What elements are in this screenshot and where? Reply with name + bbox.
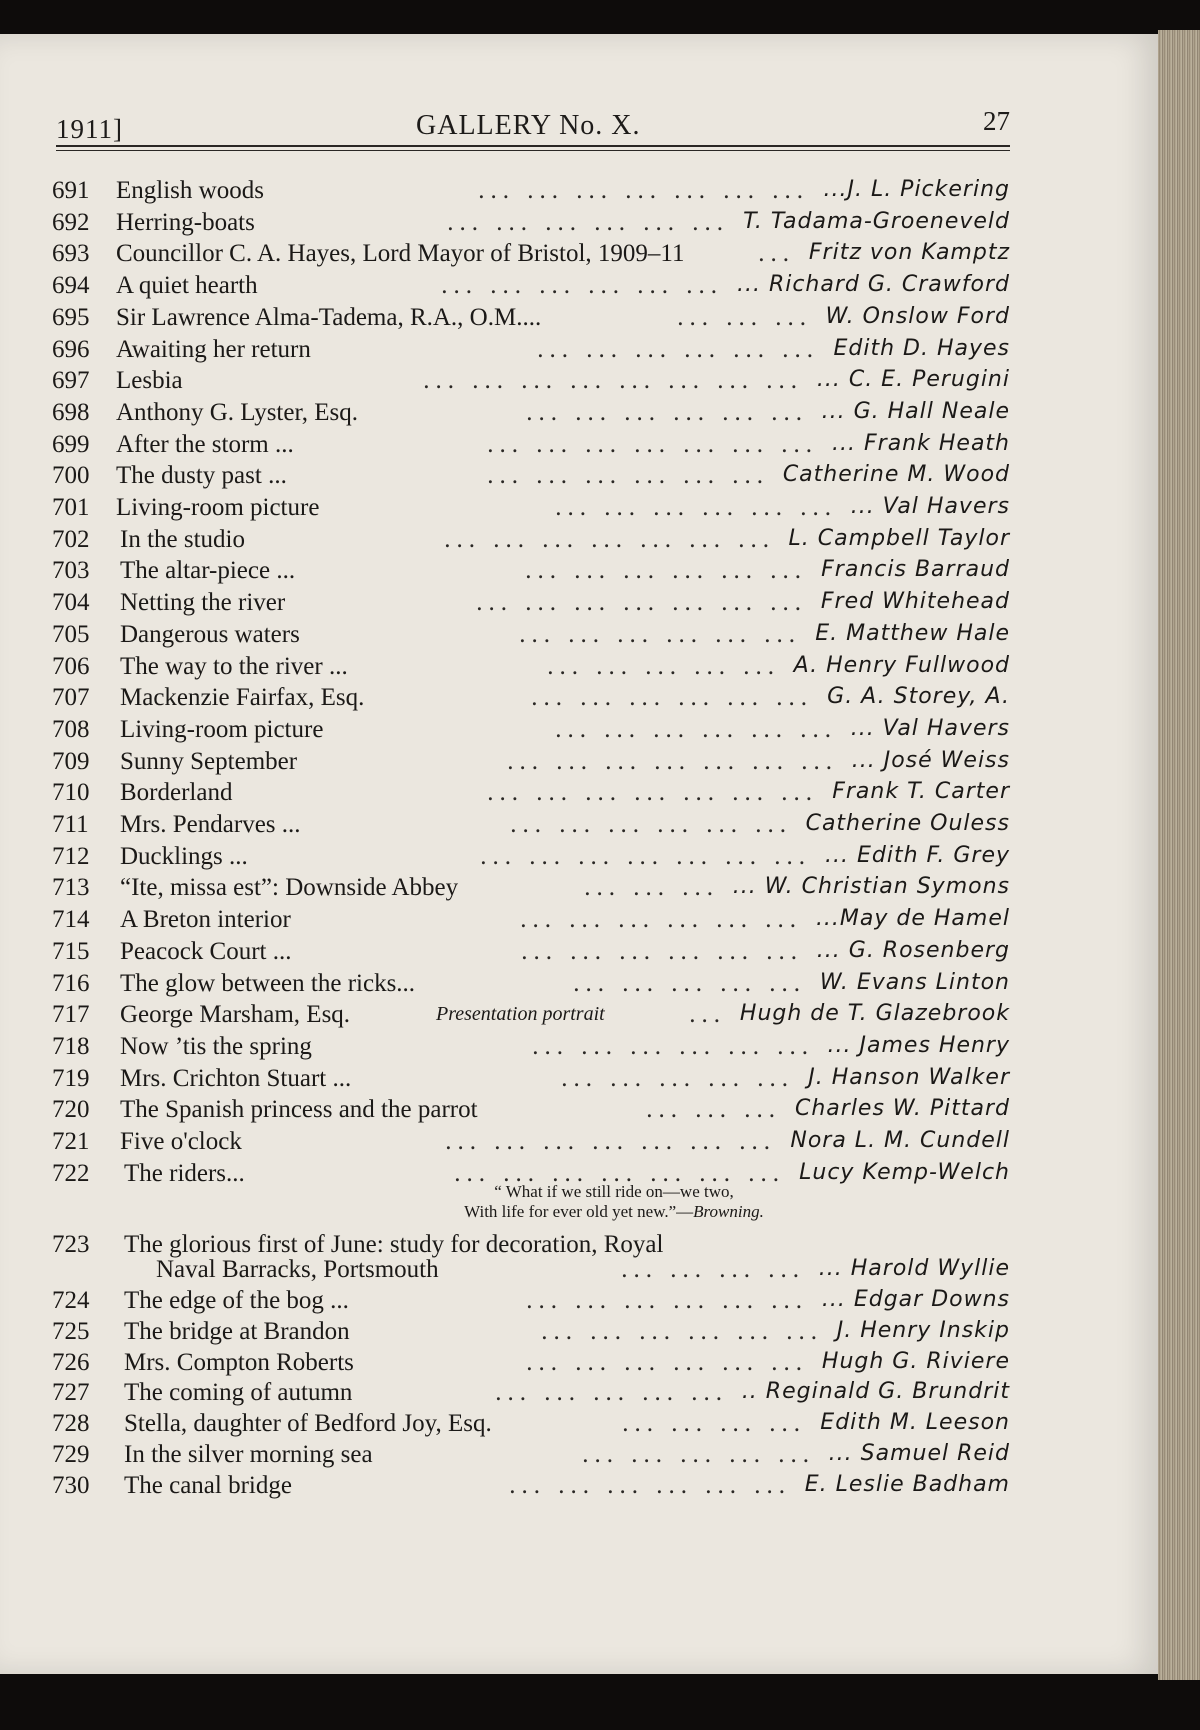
entry-number: 696 — [52, 335, 90, 363]
entry-artist: E. Leslie Badham — [804, 1471, 1010, 1497]
entry-title: Living-room picture — [116, 494, 320, 521]
leader-dots: ... ... ... ... — [621, 1256, 805, 1283]
catalogue-entry — [52, 1379, 1010, 1411]
quote-author: Browning. — [693, 1202, 764, 1221]
catalogue-entry — [52, 462, 1010, 494]
entry-artist: ... G. Rosenberg — [816, 937, 1010, 963]
catalogue-entry — [52, 684, 1010, 716]
entry-artist: E. Matthew Hale — [815, 620, 1010, 646]
entry-number: 702 — [52, 525, 90, 553]
catalogue-entry — [52, 874, 1010, 906]
leader-dots: ... ... ... ... ... — [561, 1064, 794, 1092]
catalogue-entry — [52, 906, 1010, 938]
leader-dots: ... ... ... ... ... ... ... — [478, 177, 809, 204]
quote-block — [404, 1182, 824, 1222]
catalogue-entry — [52, 177, 1010, 209]
entry-artist: W. Onslow Ford — [825, 303, 1010, 329]
entry-number: 729 — [52, 1441, 90, 1468]
entry-artist: Edith D. Hayes — [833, 335, 1010, 361]
entry-title: The coming of autumn — [124, 1379, 353, 1407]
leader-dots: ... ... ... ... ... ... — [447, 208, 729, 236]
entry-number: 707 — [52, 684, 90, 712]
entry-title: Herring-boats — [116, 208, 255, 236]
entry-title: Now ’tis the spring — [120, 1032, 312, 1060]
entry-title: The edge of the bog ... — [124, 1287, 349, 1314]
entry-number: 700 — [52, 462, 90, 490]
catalogue-entry — [52, 1410, 1010, 1442]
leader-dots: ... ... ... ... ... ... — [526, 398, 808, 426]
leader-dots: ... ... ... — [677, 303, 812, 331]
entry-number: 710 — [52, 779, 90, 807]
entry-artist: Fritz von Kamptz — [808, 240, 1010, 266]
header-rule — [56, 145, 1010, 147]
entry-artist: ... Richard G. Crawford — [736, 272, 1010, 298]
entry-artist: ...J. L. Pickering — [823, 177, 1010, 202]
entry-number: 728 — [52, 1410, 90, 1438]
entry-title: After the storm ... — [116, 430, 294, 458]
entry-number: 724 — [52, 1287, 90, 1314]
page-number: 27 — [983, 106, 1010, 136]
entry-number: 709 — [52, 747, 90, 775]
entry-number: 720 — [52, 1096, 90, 1124]
catalogue-entry — [52, 272, 1010, 304]
catalogue-entry — [52, 621, 1010, 653]
entry-title: The canal bridge — [124, 1471, 292, 1499]
entry-artist: J. Henry Inskip — [836, 1317, 1010, 1343]
catalogue-entry — [52, 209, 1010, 241]
catalogue-entry — [52, 1318, 1010, 1350]
leader-dots: ... ... ... ... ... ... — [441, 272, 723, 300]
catalogue-entry — [52, 304, 1010, 336]
entry-artist: A. Henry Fullwood — [793, 652, 1010, 678]
entry-number: 706 — [52, 652, 90, 680]
catalogue-entry — [52, 494, 1010, 526]
entry-artist: L. Campbell Taylor — [788, 525, 1010, 551]
entry-title: Mackenzie Fairfax, Esq. — [120, 684, 365, 712]
entry-number: 725 — [52, 1317, 90, 1345]
entry-artist: ... G. Hall Neale — [821, 398, 1010, 424]
entry-artist: Frank T. Carter — [832, 779, 1010, 805]
catalogue-entry — [52, 1441, 1010, 1473]
entry-artist: ... Frank Heath — [832, 430, 1010, 456]
leader-dots: ... ... ... ... ... ... — [537, 335, 819, 363]
entry-number: 703 — [52, 557, 90, 585]
entry-title: Councillor C. A. Hayes, Lord Mayor of Bristol, 1909–11 — [116, 240, 685, 268]
entry-artist: W. Evans Linton — [819, 969, 1010, 995]
leader-dots: ... ... ... ... ... ... — [519, 620, 801, 648]
entry-number: 692 — [52, 208, 90, 236]
entry-number: 716 — [52, 969, 90, 997]
catalogue-entry — [52, 811, 1010, 843]
leader-dots: ... ... ... — [584, 874, 719, 902]
presentation-note: Presentation portrait — [436, 1003, 605, 1026]
catalogue-entry — [52, 1349, 1010, 1381]
quote-line-2 — [404, 1202, 824, 1222]
entry-number: 723 — [52, 1231, 90, 1258]
catalogue-entry — [52, 1472, 1010, 1504]
entry-artist: Edith M. Leeson — [820, 1410, 1010, 1436]
catalogue-entry — [52, 748, 1010, 780]
entry-title: The way to the river ... — [120, 652, 348, 680]
catalogue-entry — [52, 526, 1010, 558]
entry-title: In the studio — [120, 525, 245, 553]
entry-number: 717 — [52, 1001, 90, 1029]
entry-title: Mrs. Pendarves ... — [120, 811, 301, 838]
entry-title: A Breton interior — [120, 906, 291, 934]
entry-number: 721 — [52, 1128, 90, 1155]
entry-title: The riders... — [124, 1159, 245, 1187]
entry-artist: ...May de Hamel — [815, 906, 1010, 932]
entry-number: 695 — [52, 303, 90, 331]
entry-artist: Catherine Ouless — [805, 811, 1010, 836]
entry-title: Lesbia — [116, 367, 183, 395]
leader-dots: ... ... ... ... ... ... ... — [445, 1128, 776, 1155]
leader-dots: ... ... ... ... ... — [573, 969, 806, 997]
entry-artist: Fred Whitehead — [820, 589, 1010, 615]
entry-artist: J. Hanson Walker — [808, 1064, 1010, 1090]
entry-artist: ... James Henry — [827, 1032, 1010, 1058]
catalogue-entry — [52, 1287, 1010, 1319]
entry-title: Stella, daughter of Bedford Joy, Esq. — [124, 1410, 492, 1438]
entry-number: 719 — [52, 1064, 90, 1092]
catalogue-entry — [52, 1096, 1010, 1128]
leader-dots: ... ... ... ... ... ... — [555, 715, 837, 743]
leader-dots: ... — [758, 240, 795, 268]
leader-dots: ... ... ... ... — [622, 1410, 806, 1438]
leader-dots: ... ... ... ... ... ... — [525, 557, 807, 585]
entry-title: Awaiting her return — [116, 335, 311, 363]
entry-number: 693 — [52, 240, 90, 268]
leader-dots: ... ... ... ... ... ... — [526, 1287, 808, 1314]
leader-dots: ... ... ... ... ... ... — [531, 684, 813, 712]
entry-artist: ... Val Havers — [850, 494, 1010, 519]
leader-dots: ... — [689, 1001, 726, 1029]
leader-dots: ... ... ... ... ... ... — [555, 494, 837, 521]
leader-dots: ... ... ... ... ... ... ... — [454, 1159, 785, 1187]
entry-artist: ... C. E. Perugini — [816, 367, 1010, 393]
entry-number: 705 — [52, 620, 90, 648]
catalogue-entry — [52, 653, 1010, 685]
leader-dots: ... ... ... ... ... — [495, 1379, 728, 1407]
leader-dots: ... ... ... ... ... ... ... ... — [423, 367, 803, 395]
catalogue-entry — [52, 399, 1010, 431]
leader-dots: ... ... ... ... ... ... ... — [444, 525, 775, 553]
leader-dots: ... ... ... ... ... ... — [520, 906, 802, 934]
entry-title: Mrs. Crichton Stuart ... — [120, 1064, 352, 1092]
leader-dots: ... ... ... ... ... ... — [541, 1317, 823, 1345]
entry-artist: ... Edgar Downs — [821, 1287, 1010, 1312]
leader-dots: ... ... ... ... ... ... — [521, 937, 803, 965]
leader-dots: ... ... ... — [646, 1096, 781, 1124]
entry-title: Sir Lawrence Alma-Tadema, R.A., O.M.... — [116, 303, 542, 331]
entry-artist: Charles W. Pittard — [794, 1096, 1010, 1122]
entry-title: In the silver morning sea — [124, 1441, 373, 1468]
catalogue-entry — [52, 843, 1010, 875]
entry-number: 712 — [52, 842, 90, 870]
entry-title: A quiet hearth — [116, 272, 258, 300]
entry-title: Naval Barracks, Portsmouth — [156, 1256, 439, 1283]
catalogue-entry — [52, 779, 1010, 811]
entry-number: 730 — [52, 1471, 90, 1499]
entry-number: 694 — [52, 272, 90, 300]
quote-line-1: “ What if we still ride on—we two, — [494, 1182, 734, 1201]
entry-artist: T. Tadama-Groeneveld — [743, 208, 1010, 234]
entry-artist: ... Samuel Reid — [828, 1441, 1010, 1466]
leader-dots: ... ... ... ... ... ... ... — [480, 842, 811, 870]
entry-number: 726 — [52, 1348, 90, 1376]
catalogue-entry — [52, 1065, 1010, 1097]
leader-dots: ... ... ... ... ... ... — [532, 1032, 814, 1060]
entry-artist: Catherine M. Wood — [782, 462, 1010, 488]
entry-number: 714 — [52, 906, 90, 934]
leader-dots: ... ... ... ... ... ... — [509, 1471, 791, 1499]
catalogue-entry — [52, 557, 1010, 589]
entry-artist: Francis Barraud — [821, 557, 1010, 583]
leader-dots: ... ... ... ... ... ... ... — [487, 779, 818, 807]
catalogue-entry — [52, 1001, 1010, 1033]
header-year: 1911] — [56, 114, 123, 144]
catalogue-entry — [52, 367, 1010, 399]
entry-title: The glorious first of June: study for decoration, Royal — [124, 1231, 664, 1258]
entry-artist: ... Val Havers — [850, 715, 1010, 741]
entry-title: “Ite, missa est”: Downside Abbey — [120, 874, 459, 902]
catalogue-entry — [52, 589, 1010, 621]
leader-dots: ... ... ... ... ... ... ... — [487, 430, 818, 458]
entry-number: 698 — [52, 398, 90, 426]
entry-title: The dusty past ... — [116, 462, 287, 490]
entry-title: The altar-piece ... — [120, 557, 296, 585]
book-page-edges — [1158, 30, 1200, 1680]
catalogue-entry — [52, 1033, 1010, 1065]
leader-dots: ... ... ... ... ... ... — [510, 811, 792, 838]
entry-number: 718 — [52, 1032, 90, 1060]
entry-title: George Marsham, Esq. — [120, 1001, 351, 1029]
leader-dots: ... ... ... ... ... ... — [487, 462, 769, 490]
catalogue-entry — [52, 336, 1010, 368]
catalogue-entry — [52, 1128, 1010, 1160]
leader-dots: ... ... ... ... ... — [582, 1441, 815, 1468]
entry-artist: .. Reginald G. Brundrit — [741, 1379, 1010, 1405]
entry-title: The bridge at Brandon — [124, 1317, 350, 1345]
entry-number: 708 — [52, 715, 90, 743]
entry-title: Borderland — [120, 779, 233, 807]
catalogue-entry — [52, 240, 1010, 272]
entry-title: Sunny September — [120, 747, 298, 775]
page-header — [56, 108, 1010, 148]
entry-number: 697 — [52, 367, 90, 395]
entry-artist: ... Harold Wyllie — [818, 1256, 1010, 1281]
entry-artist: ... W. Christian Symons — [732, 874, 1010, 900]
entry-title: The Spanish princess and the parrot — [120, 1096, 478, 1124]
entry-number: 727 — [52, 1379, 90, 1407]
catalogue-entry — [52, 1256, 1010, 1288]
entry-title: Netting the river — [120, 589, 286, 617]
entry-title: Anthony G. Lyster, Esq. — [116, 398, 359, 426]
quote-line-2-text: With life for ever old yet new.”— — [464, 1202, 694, 1221]
leader-dots: ... ... ... ... ... — [547, 652, 780, 680]
entry-artist: Lucy Kemp-Welch — [799, 1159, 1010, 1185]
header-rule-thin — [56, 150, 1010, 151]
entry-title: Dangerous waters — [120, 620, 300, 648]
catalogue-entry — [52, 431, 1010, 463]
entry-number: 715 — [52, 937, 90, 965]
entry-title: Mrs. Compton Roberts — [124, 1348, 354, 1376]
entry-artist: ... Edith F. Grey — [825, 842, 1010, 868]
entry-title: English woods — [116, 177, 264, 204]
entry-title: Living-room picture — [120, 715, 324, 743]
catalogue-entry — [52, 716, 1010, 748]
catalogue-entry — [52, 938, 1010, 970]
entry-number: 701 — [52, 494, 90, 521]
entry-number: 691 — [52, 177, 90, 204]
entry-number: 713 — [52, 874, 90, 902]
entry-number: 711 — [52, 811, 89, 838]
entry-number: 699 — [52, 430, 90, 458]
entry-title: Ducklings ... — [120, 842, 248, 870]
entry-artist: G. A. Storey, A. — [827, 684, 1010, 710]
entry-number: 704 — [52, 589, 90, 617]
entry-artist: ... José Weiss — [851, 747, 1010, 773]
entry-title: Peacock Court ... — [120, 937, 292, 965]
entry-number: 722 — [52, 1159, 90, 1187]
entry-title: The glow between the ricks... — [120, 969, 416, 997]
entry-title: Five o'clock — [120, 1128, 242, 1155]
leader-dots: ... ... ... ... ... ... — [526, 1348, 808, 1376]
entry-artist: Hugh de T. Glazebrook — [739, 1001, 1010, 1027]
entry-artist: Nora L. M. Cundell — [790, 1128, 1010, 1153]
header-title: GALLERY No. X. — [416, 110, 641, 141]
catalogue-entry — [52, 970, 1010, 1002]
leader-dots: ... ... ... ... ... ... ... — [476, 589, 807, 617]
entry-artist: Hugh G. Riviere — [821, 1348, 1010, 1374]
leader-dots: ... ... ... ... ... ... ... — [507, 747, 838, 775]
